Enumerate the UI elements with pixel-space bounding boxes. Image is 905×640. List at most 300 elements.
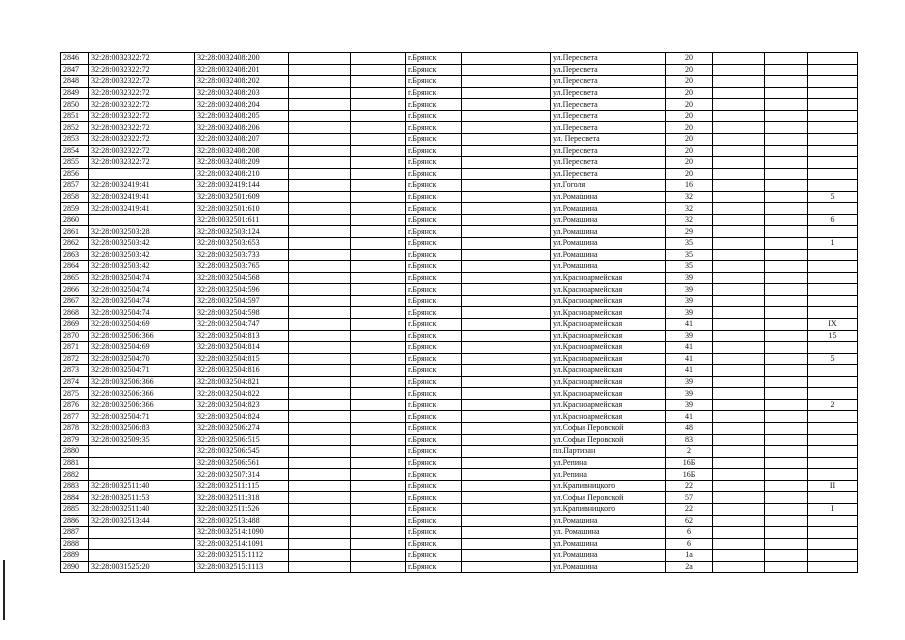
street-cell: ул.Красноармейская	[551, 376, 666, 388]
empty-cell	[289, 191, 351, 203]
house-number-cell: 22	[666, 480, 713, 492]
object-cadastral-cell: 32:28:0032408:203	[195, 87, 289, 99]
house-number-cell: 57	[666, 492, 713, 504]
row-number-cell: 2886	[61, 515, 89, 527]
empty-cell	[713, 226, 765, 238]
parcel-cadastral-cell: 32:28:0032511:40	[89, 503, 195, 515]
empty-cell	[351, 307, 406, 319]
house-number-cell: 39	[666, 330, 713, 342]
parcel-cadastral-cell	[89, 457, 195, 469]
empty-cell	[351, 238, 406, 250]
object-cadastral-cell: 32:28:0032511:318	[195, 492, 289, 504]
premises-number-cell	[808, 365, 858, 377]
house-number-cell: 16	[666, 180, 713, 192]
city-cell: г.Брянск	[406, 110, 462, 122]
parcel-cadastral-cell: 32:28:0032322:72	[89, 133, 195, 145]
row-number-cell: 2866	[61, 284, 89, 296]
empty-cell	[289, 503, 351, 515]
house-number-cell: 2	[666, 446, 713, 458]
empty-cell	[765, 110, 808, 122]
empty-cell	[765, 122, 808, 134]
object-cadastral-cell: 32:28:0032504:824	[195, 411, 289, 423]
object-cadastral-cell: 32:28:0032506:274	[195, 423, 289, 435]
table-row	[61, 538, 858, 550]
parcel-cadastral-cell: 32:28:0032509:35	[89, 434, 195, 446]
table-row	[61, 133, 858, 145]
table-row	[61, 342, 858, 354]
empty-cell	[462, 295, 551, 307]
empty-cell	[765, 503, 808, 515]
empty-cell	[351, 53, 406, 65]
house-number-cell: 20	[666, 168, 713, 180]
street-cell: ул.Ромашина	[551, 550, 666, 562]
table-row	[61, 527, 858, 539]
parcel-cadastral-cell	[89, 446, 195, 458]
city-cell: г.Брянск	[406, 399, 462, 411]
city-cell: г.Брянск	[406, 561, 462, 573]
row-number-cell: 2854	[61, 145, 89, 157]
house-number-cell: 20	[666, 110, 713, 122]
empty-cell	[462, 133, 551, 145]
premises-number-cell	[808, 515, 858, 527]
city-cell: г.Брянск	[406, 376, 462, 388]
row-number-cell: 2849	[61, 87, 89, 99]
street-cell: ул.Красноармейская	[551, 342, 666, 354]
empty-cell	[765, 238, 808, 250]
object-cadastral-cell: 32:28:0032501:611	[195, 214, 289, 226]
premises-number-cell: 2	[808, 399, 858, 411]
empty-cell	[351, 168, 406, 180]
premises-number-cell	[808, 261, 858, 273]
row-number-cell: 2855	[61, 157, 89, 169]
city-cell: г.Брянск	[406, 318, 462, 330]
street-cell: ул.Красноармейская	[551, 330, 666, 342]
table-row	[61, 446, 858, 458]
row-number-cell: 2867	[61, 295, 89, 307]
row-number-cell: 2879	[61, 434, 89, 446]
city-cell: г.Брянск	[406, 157, 462, 169]
empty-cell	[289, 561, 351, 573]
empty-cell	[289, 122, 351, 134]
object-cadastral-cell: 32:28:0032514:1090	[195, 527, 289, 539]
row-number-cell: 2858	[61, 191, 89, 203]
parcel-cadastral-cell	[89, 538, 195, 550]
house-number-cell: 39	[666, 272, 713, 284]
empty-cell	[351, 492, 406, 504]
premises-number-cell: I	[808, 503, 858, 515]
empty-cell	[713, 76, 765, 88]
object-cadastral-cell: 32:28:0032504:596	[195, 284, 289, 296]
parcel-cadastral-cell: 32:28:0032322:72	[89, 122, 195, 134]
row-number-cell: 2882	[61, 469, 89, 481]
empty-cell	[713, 376, 765, 388]
empty-cell	[765, 261, 808, 273]
street-cell: ул.Красноармейская	[551, 284, 666, 296]
row-number-cell: 2872	[61, 353, 89, 365]
empty-cell	[765, 76, 808, 88]
street-cell: пл.Партизан	[551, 446, 666, 458]
object-cadastral-cell: 32:28:0032504:597	[195, 295, 289, 307]
empty-cell	[462, 238, 551, 250]
street-cell: ул.Пересвета	[551, 122, 666, 134]
object-cadastral-cell: 32:28:0032504:815	[195, 353, 289, 365]
empty-cell	[765, 480, 808, 492]
table-row	[61, 503, 858, 515]
city-cell: г.Брянск	[406, 226, 462, 238]
object-cadastral-cell: 32:28:0032503:653	[195, 238, 289, 250]
premises-number-cell: IX	[808, 318, 858, 330]
empty-cell	[289, 342, 351, 354]
street-cell: ул.Ромашина	[551, 515, 666, 527]
house-number-cell: 29	[666, 226, 713, 238]
row-number-cell: 2871	[61, 342, 89, 354]
city-cell: г.Брянск	[406, 434, 462, 446]
empty-cell	[765, 87, 808, 99]
row-number-cell: 2851	[61, 110, 89, 122]
empty-cell	[351, 261, 406, 273]
empty-cell	[462, 353, 551, 365]
empty-cell	[462, 214, 551, 226]
object-cadastral-cell: 32:28:0032503:124	[195, 226, 289, 238]
premises-number-cell	[808, 342, 858, 354]
street-cell: ул.Пересвета	[551, 64, 666, 76]
empty-cell	[462, 515, 551, 527]
empty-cell	[713, 469, 765, 481]
street-cell: ул.Красноармейская	[551, 353, 666, 365]
street-cell: ул.Репина	[551, 457, 666, 469]
house-number-cell: 39	[666, 307, 713, 319]
street-cell: ул.Пересвета	[551, 168, 666, 180]
row-number-cell: 2863	[61, 249, 89, 261]
empty-cell	[289, 411, 351, 423]
object-cadastral-cell: 32:28:0032501:609	[195, 191, 289, 203]
premises-number-cell	[808, 284, 858, 296]
street-cell: ул.Софьи Перовской	[551, 434, 666, 446]
empty-cell	[462, 203, 551, 215]
empty-cell	[713, 249, 765, 261]
parcel-cadastral-cell: 32:28:0032504:71	[89, 411, 195, 423]
city-cell: г.Брянск	[406, 99, 462, 111]
empty-cell	[765, 272, 808, 284]
table-row	[61, 238, 858, 250]
premises-number-cell	[808, 272, 858, 284]
city-cell: г.Брянск	[406, 480, 462, 492]
city-cell: г.Брянск	[406, 342, 462, 354]
house-number-cell: 2а	[666, 561, 713, 573]
object-cadastral-cell: 32:28:0032408:209	[195, 157, 289, 169]
empty-cell	[289, 133, 351, 145]
empty-cell	[713, 214, 765, 226]
street-cell: ул.Красноармейская	[551, 388, 666, 400]
table-row	[61, 423, 858, 435]
house-number-cell: 41	[666, 365, 713, 377]
parcel-cadastral-cell: 32:28:0032503:42	[89, 249, 195, 261]
empty-cell	[462, 399, 551, 411]
empty-cell	[289, 353, 351, 365]
empty-cell	[713, 515, 765, 527]
empty-cell	[713, 53, 765, 65]
empty-cell	[351, 503, 406, 515]
empty-cell	[462, 145, 551, 157]
parcel-cadastral-cell: 32:28:0032511:53	[89, 492, 195, 504]
empty-cell	[713, 457, 765, 469]
premises-number-cell	[808, 99, 858, 111]
empty-cell	[289, 446, 351, 458]
row-number-cell: 2877	[61, 411, 89, 423]
empty-cell	[462, 411, 551, 423]
parcel-cadastral-cell: 32:28:0032322:72	[89, 76, 195, 88]
parcel-cadastral-cell: 32:28:0032506:366	[89, 330, 195, 342]
street-cell: ул.Красноармейская	[551, 307, 666, 319]
table-row	[61, 411, 858, 423]
empty-cell	[713, 180, 765, 192]
street-cell: ул.Гоголя	[551, 180, 666, 192]
table-row	[61, 261, 858, 273]
street-cell: ул. Ромашина	[551, 527, 666, 539]
street-cell: ул.Ромашина	[551, 238, 666, 250]
premises-number-cell	[808, 110, 858, 122]
object-cadastral-cell: 32:28:0032504:822	[195, 388, 289, 400]
empty-cell	[289, 527, 351, 539]
table-row	[61, 515, 858, 527]
object-cadastral-cell: 32:28:0032515:1112	[195, 550, 289, 562]
empty-cell	[351, 550, 406, 562]
row-number-cell: 2862	[61, 238, 89, 250]
row-number-cell: 2853	[61, 133, 89, 145]
house-number-cell: 35	[666, 249, 713, 261]
empty-cell	[289, 110, 351, 122]
city-cell: г.Брянск	[406, 168, 462, 180]
parcel-cadastral-cell: 32:28:0032503:42	[89, 261, 195, 273]
house-number-cell: 41	[666, 411, 713, 423]
empty-cell	[351, 469, 406, 481]
city-cell: г.Брянск	[406, 446, 462, 458]
empty-cell	[351, 446, 406, 458]
empty-cell	[289, 284, 351, 296]
row-number-cell: 2859	[61, 203, 89, 215]
parcel-cadastral-cell: 32:28:0032322:72	[89, 64, 195, 76]
empty-cell	[462, 434, 551, 446]
empty-cell	[289, 249, 351, 261]
empty-cell	[462, 538, 551, 550]
empty-cell	[765, 365, 808, 377]
table-row	[61, 330, 858, 342]
city-cell: г.Брянск	[406, 307, 462, 319]
empty-cell	[351, 87, 406, 99]
parcel-cadastral-cell: 32:28:0032504:70	[89, 353, 195, 365]
table-row	[61, 284, 858, 296]
empty-cell	[713, 203, 765, 215]
object-cadastral-cell: 32:28:0032504:816	[195, 365, 289, 377]
house-number-cell: 39	[666, 295, 713, 307]
empty-cell	[765, 423, 808, 435]
empty-cell	[351, 342, 406, 354]
premises-number-cell	[808, 411, 858, 423]
premises-number-cell	[808, 53, 858, 65]
empty-cell	[713, 503, 765, 515]
house-number-cell: 39	[666, 388, 713, 400]
table-row	[61, 110, 858, 122]
table-row	[61, 64, 858, 76]
empty-cell	[289, 64, 351, 76]
city-cell: г.Брянск	[406, 191, 462, 203]
parcel-cadastral-cell	[89, 168, 195, 180]
empty-cell	[713, 272, 765, 284]
street-cell: ул.Пересвета	[551, 76, 666, 88]
city-cell: г.Брянск	[406, 238, 462, 250]
row-number-cell: 2861	[61, 226, 89, 238]
empty-cell	[462, 446, 551, 458]
empty-cell	[462, 168, 551, 180]
empty-cell	[713, 261, 765, 273]
table-row	[61, 376, 858, 388]
parcel-cadastral-cell: 32:28:0032322:72	[89, 145, 195, 157]
table-row	[61, 365, 858, 377]
house-number-cell: 35	[666, 238, 713, 250]
parcel-cadastral-cell: 32:28:0032419:41	[89, 191, 195, 203]
empty-cell	[462, 342, 551, 354]
row-number-cell: 2880	[61, 446, 89, 458]
empty-cell	[713, 353, 765, 365]
house-number-cell: 48	[666, 423, 713, 435]
object-cadastral-cell: 32:28:0032504:821	[195, 376, 289, 388]
street-cell: ул.Ромашина	[551, 561, 666, 573]
street-cell: ул.Крапивницкого	[551, 480, 666, 492]
row-number-cell: 2852	[61, 122, 89, 134]
empty-cell	[289, 492, 351, 504]
empty-cell	[351, 99, 406, 111]
empty-cell	[289, 145, 351, 157]
street-cell: ул.Ромашина	[551, 191, 666, 203]
empty-cell	[462, 226, 551, 238]
empty-cell	[765, 469, 808, 481]
city-cell: г.Брянск	[406, 457, 462, 469]
object-cadastral-cell: 32:28:0032514:1091	[195, 538, 289, 550]
row-number-cell: 2875	[61, 388, 89, 400]
parcel-cadastral-cell	[89, 527, 195, 539]
empty-cell	[351, 110, 406, 122]
empty-cell	[351, 480, 406, 492]
empty-cell	[289, 538, 351, 550]
empty-cell	[289, 330, 351, 342]
empty-cell	[462, 180, 551, 192]
empty-cell	[765, 226, 808, 238]
house-number-cell: 20	[666, 145, 713, 157]
empty-cell	[765, 353, 808, 365]
empty-cell	[765, 157, 808, 169]
table-row	[61, 469, 858, 481]
empty-cell	[765, 307, 808, 319]
parcel-cadastral-cell	[89, 550, 195, 562]
empty-cell	[289, 203, 351, 215]
row-number-cell: 2885	[61, 503, 89, 515]
parcel-cadastral-cell: 32:28:0032506:366	[89, 388, 195, 400]
empty-cell	[765, 145, 808, 157]
empty-cell	[462, 457, 551, 469]
empty-cell	[351, 399, 406, 411]
city-cell: г.Брянск	[406, 272, 462, 284]
parcel-cadastral-cell: 32:28:0032504:74	[89, 284, 195, 296]
empty-cell	[351, 423, 406, 435]
empty-cell	[462, 307, 551, 319]
parcel-cadastral-cell: 32:28:0031525:20	[89, 561, 195, 573]
empty-cell	[289, 238, 351, 250]
house-number-cell: 1а	[666, 550, 713, 562]
empty-cell	[351, 353, 406, 365]
house-number-cell: 20	[666, 133, 713, 145]
empty-cell	[713, 64, 765, 76]
premises-number-cell	[808, 434, 858, 446]
empty-cell	[351, 295, 406, 307]
house-number-cell: 39	[666, 399, 713, 411]
city-cell: г.Брянск	[406, 538, 462, 550]
city-cell: г.Брянск	[406, 492, 462, 504]
empty-cell	[713, 87, 765, 99]
object-cadastral-cell: 32:28:0032503:765	[195, 261, 289, 273]
parcel-cadastral-cell: 32:28:0032504:74	[89, 307, 195, 319]
premises-number-cell	[808, 550, 858, 562]
row-number-cell: 2874	[61, 376, 89, 388]
empty-cell	[765, 318, 808, 330]
object-cadastral-cell: 32:28:0032513:488	[195, 515, 289, 527]
parcel-cadastral-cell: 32:28:0032419:41	[89, 180, 195, 192]
empty-cell	[765, 180, 808, 192]
object-cadastral-cell: 32:28:0032506:561	[195, 457, 289, 469]
empty-cell	[765, 388, 808, 400]
parcel-cadastral-cell: 32:28:0032503:28	[89, 226, 195, 238]
premises-number-cell	[808, 423, 858, 435]
street-cell: ул.Красноармейская	[551, 272, 666, 284]
table-row	[61, 99, 858, 111]
empty-cell	[289, 376, 351, 388]
street-cell: ул.Красноармейская	[551, 318, 666, 330]
empty-cell	[462, 388, 551, 400]
premises-number-cell	[808, 492, 858, 504]
empty-cell	[765, 515, 808, 527]
premises-number-cell: 6	[808, 214, 858, 226]
house-number-cell: 20	[666, 76, 713, 88]
empty-cell	[765, 249, 808, 261]
empty-cell	[462, 76, 551, 88]
empty-cell	[713, 99, 765, 111]
empty-cell	[351, 145, 406, 157]
object-cadastral-cell: 32:28:0032408:207	[195, 133, 289, 145]
row-number-cell: 2873	[61, 365, 89, 377]
premises-number-cell: II	[808, 480, 858, 492]
city-cell: г.Брянск	[406, 76, 462, 88]
row-number-cell: 2846	[61, 53, 89, 65]
empty-cell	[765, 457, 808, 469]
row-number-cell: 2883	[61, 480, 89, 492]
table-row	[61, 457, 858, 469]
empty-cell	[765, 411, 808, 423]
empty-cell	[351, 561, 406, 573]
house-number-cell: 6	[666, 527, 713, 539]
premises-number-cell	[808, 561, 858, 573]
street-cell: ул.Репина	[551, 469, 666, 481]
empty-cell	[713, 365, 765, 377]
city-cell: г.Брянск	[406, 284, 462, 296]
empty-cell	[765, 399, 808, 411]
parcel-cadastral-cell: 32:28:0032503:42	[89, 238, 195, 250]
premises-number-cell	[808, 64, 858, 76]
empty-cell	[765, 64, 808, 76]
empty-cell	[462, 330, 551, 342]
table-row	[61, 76, 858, 88]
empty-cell	[289, 53, 351, 65]
premises-number-cell: 1	[808, 238, 858, 250]
city-cell: г.Брянск	[406, 550, 462, 562]
